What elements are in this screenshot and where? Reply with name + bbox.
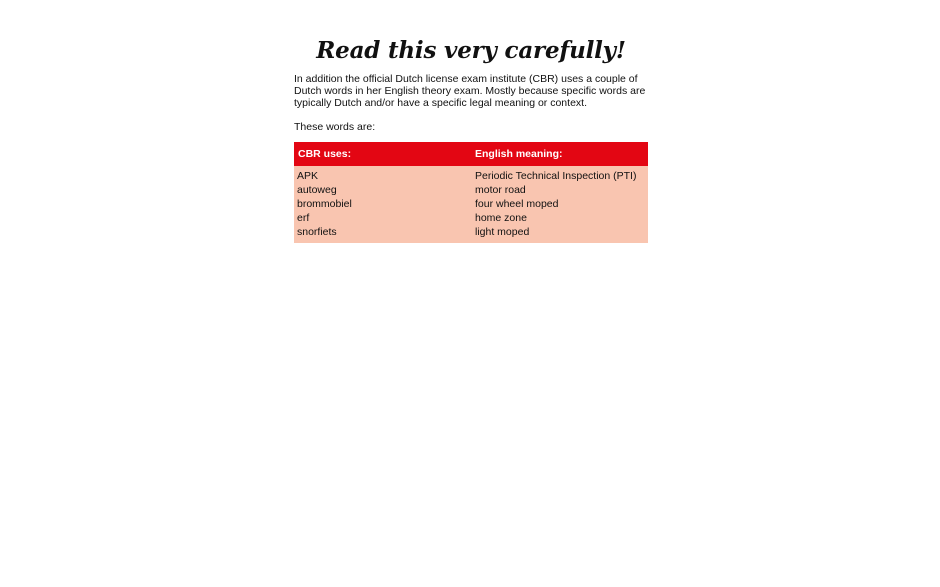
english-meaning: four wheel moped: [475, 197, 559, 210]
table-row: [294, 170, 648, 184]
page-title: Read this very carefully!: [316, 37, 626, 64]
cbr-term: brommobiel: [297, 197, 352, 210]
words-label: These words are:: [294, 121, 376, 134]
english-meaning: home zone: [475, 211, 527, 224]
table-row: [294, 212, 648, 226]
table-header-row: [294, 142, 648, 166]
header-english-meaning: English meaning:: [475, 148, 563, 161]
table-row: [294, 198, 648, 212]
table-row: [294, 184, 648, 198]
main-content: [294, 36, 648, 243]
table-row: [294, 226, 648, 240]
english-meaning: Periodic Technical Inspection (PTI): [475, 170, 637, 183]
cbr-term: APK: [297, 170, 319, 183]
intro-paragraph: In addition the official Dutch license exam institute (CBR) uses a couple of Dutch words in her English theory exam. Mostly because specific words are typically Dutch and/or have a specific legal meaning or context.: [294, 73, 646, 109]
terms-table: [294, 142, 648, 243]
cbr-term: snorfiets: [297, 225, 337, 238]
english-meaning: light moped: [475, 225, 530, 238]
cbr-term: autoweg: [297, 184, 337, 197]
english-meaning: motor road: [475, 184, 526, 197]
header-cbr-uses: CBR uses:: [298, 148, 352, 161]
cbr-term: erf: [297, 211, 310, 224]
table-body: [294, 166, 648, 243]
